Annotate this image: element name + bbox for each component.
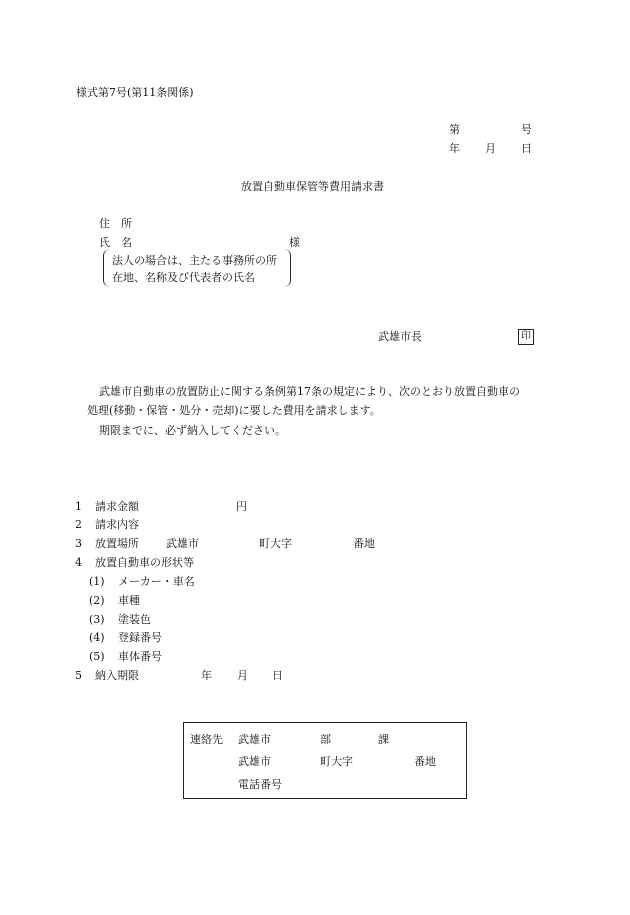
sama-suffix: 様	[289, 236, 300, 249]
item4-sub2-label: 車種	[118, 594, 140, 607]
item2-label: 請求内容	[95, 518, 139, 531]
contact-town: 町大字	[320, 755, 353, 768]
item1-unit: 円	[236, 500, 247, 513]
seal-mark: 印	[518, 329, 534, 345]
item4-sub4-number: (4)	[89, 631, 105, 644]
date-year: 年	[449, 142, 460, 155]
address-label: 住 所	[99, 217, 132, 230]
item3-banchi: 番地	[353, 537, 375, 550]
date-month: 月	[485, 142, 496, 155]
contact-ka: 課	[378, 733, 389, 746]
name-label: 氏 名	[99, 236, 132, 249]
issuer-name: 武雄市長	[378, 330, 422, 343]
item4-sub5-label: 車体番号	[118, 650, 162, 663]
item4-label: 放置自動車の形状等	[95, 556, 194, 569]
corporate-note-line1: 法人の場合は、主たる事務所の所	[112, 254, 277, 267]
corporate-note-line2: 在地、名称及び代表者の氏名	[112, 271, 255, 284]
contact-banchi: 番地	[414, 755, 436, 768]
item5-month: 月	[237, 669, 248, 682]
contact-city: 武雄市	[238, 733, 271, 746]
item5-year: 年	[201, 669, 212, 682]
item3-label: 放置場所	[95, 537, 139, 550]
contact-label: 連絡先	[190, 733, 223, 746]
doc-number-dai: 第	[449, 123, 460, 136]
item4-sub3-label: 塗装色	[118, 613, 151, 626]
item4-sub5-number: (5)	[89, 650, 105, 663]
body-line2: 処理(移動・保管・処分・売却)に要した費用を請求します。	[87, 404, 381, 417]
form-number: 様式第7号(第11条関係)	[76, 86, 194, 99]
item3-city: 武雄市	[166, 537, 199, 550]
item2-number: 2	[75, 518, 82, 531]
item3-town: 町大字	[259, 537, 292, 550]
item1-number: 1	[75, 500, 82, 513]
item1-label: 請求金額	[95, 500, 139, 513]
contact-bu: 部	[320, 733, 331, 746]
item4-sub1-label: メーカー・車名	[118, 575, 195, 588]
item4-sub2-number: (2)	[89, 594, 105, 607]
item4-sub1-number: (1)	[89, 575, 105, 588]
item3-number: 3	[75, 537, 82, 550]
date-day: 日	[521, 142, 532, 155]
contact-phone-label: 電話番号	[238, 778, 282, 791]
item4-sub4-label: 登録番号	[118, 631, 162, 644]
item5-day: 日	[272, 669, 283, 682]
body-line1: 武雄市自動車の放置防止に関する条例第17条の規定により、次のとおり放置自動車の	[99, 385, 520, 398]
document-title: 放置自動車保管等費用請求書	[241, 180, 384, 193]
item5-number: 5	[75, 669, 82, 682]
doc-number-go: 号	[521, 123, 532, 136]
item4-number: 4	[75, 556, 82, 569]
item4-sub3-number: (3)	[89, 613, 105, 626]
body-line3: 期限までに、必ず納入してください。	[99, 424, 286, 437]
contact-city2: 武雄市	[238, 755, 271, 768]
item5-label: 納入期限	[95, 669, 139, 682]
